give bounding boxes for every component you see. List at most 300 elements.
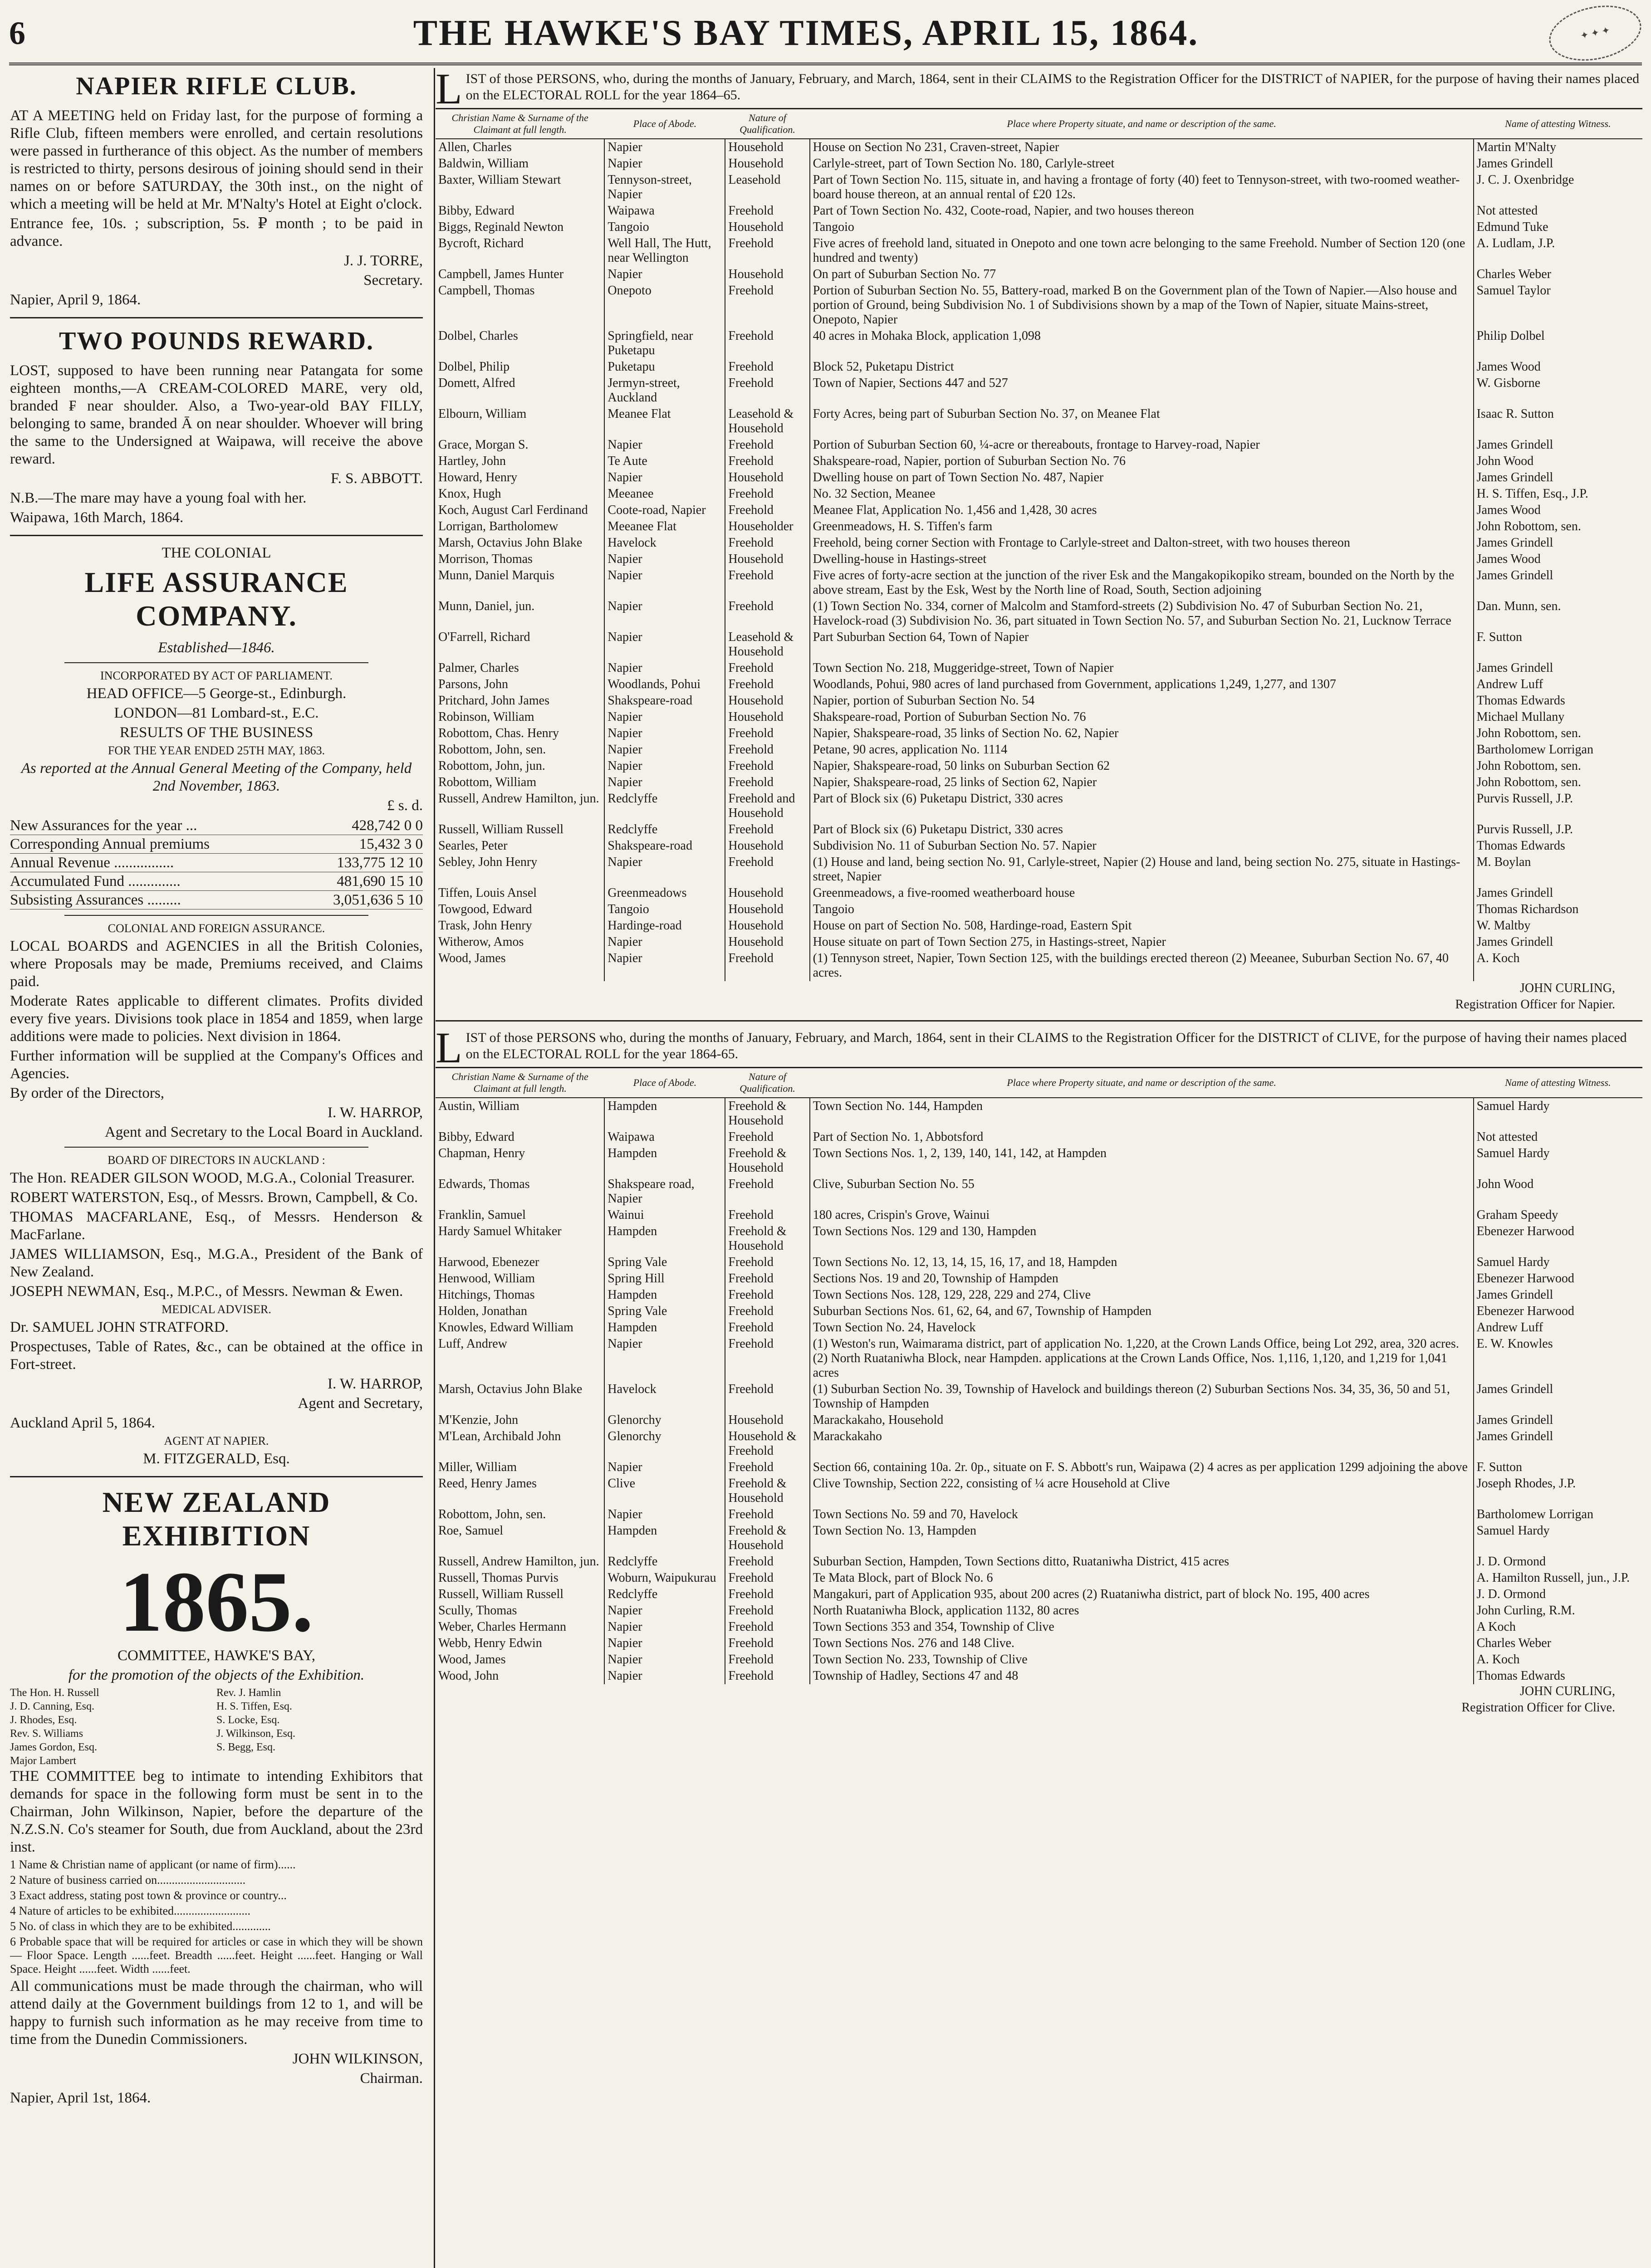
table-cell: Meanee Flat, Application No. 1,456 and 1,428, 30 acres [810,502,1474,518]
table-cell: Freehold [725,1303,809,1320]
table-cell: Napier [604,598,725,629]
financial-row [10,891,423,909]
table-cell: Baldwin, William [438,156,529,171]
table-cell: Clive, Suburban Section No. 55 [810,1176,1474,1207]
table-cell: Napier [604,1459,725,1476]
table-cell: Napier [604,660,725,676]
table-cell: Household [725,934,809,950]
table-row [436,486,1642,502]
table-cell: Te Mata Block, part of Block No. 6 [810,1570,1474,1586]
committee-member: J. Wilkinson, Esq. [216,1728,295,1740]
table-cell: Isaac R. Sutton [1474,406,1642,437]
table-cell: Redclyffe [604,1554,725,1570]
table-row [436,567,1642,598]
napier-claims-table [436,108,1642,981]
table-row [436,203,1642,219]
table-cell: Charles Weber [1474,1635,1642,1652]
table-cell: Springfield, near Puketapu [604,328,725,359]
table-cell: Napier [604,156,725,172]
table-cell: Wainui [604,1207,725,1223]
colonial-further-info: Further information will be supplied at the Company's Offices and Agencies. [10,1048,423,1082]
table-row [436,950,1642,981]
table-cell: Ebenezer Harwood [1474,1271,1642,1287]
table-cell: Freehold [725,1635,809,1652]
table-cell: Hardinge-road [604,918,725,934]
table-cell: Forty Acres, being part of Suburban Section No. 37, on Meanee Flat [810,406,1474,437]
colonial-units: £ s. d. [387,797,423,814]
table-cell: Waipawa [604,203,725,219]
table-cell: Redclyffe [604,1586,725,1603]
table-cell: Town Section No. 233, Township of Clive [810,1652,1474,1668]
rifle-club-notice [10,72,423,309]
table-row [436,172,1642,203]
table-cell: Graham Speedy [1474,1207,1642,1223]
table-cell: Petane, 90 acres, application No. 1114 [810,742,1474,758]
column-header: Christian Name & Surname of the Claimant at full length. [436,109,604,139]
drop-cap: L [436,68,462,113]
table-cell: Freehold [725,1506,809,1523]
table-cell: Roe, Samuel [438,1524,504,1538]
table-cell: James Grindell [1474,469,1642,486]
form-line: 3 Exact address, stating post town & province or country... [10,1889,287,1902]
colonial-incorporated: INCORPORATED BY ACT OF PARLIAMENT. [100,669,333,682]
table-cell: Palmer, Charles [438,661,519,675]
committee-member: H. S. Tiffen, Esq. [216,1701,292,1712]
table-cell: Havelock [604,1381,725,1412]
exhibition-signature: JOHN WILKINSON, [292,2051,423,2067]
table-cell: Freehold & Household [725,1476,809,1506]
form-line: 6 Probable space that will be required for articles or case in which they will be shown — Floor Space. Length ......feet. Breadth ......feet. Height ......feet. Hanging or Wall Space. Height ......feet. Width ......feet. [10,1935,423,1975]
table-cell: James Grindell [1474,1412,1642,1428]
table-cell: Napier, Shakspeare-road, 50 links on Suburban Section 62 [810,758,1474,774]
table-row [436,1459,1642,1476]
table-row [436,629,1642,660]
clive-claims-table [436,1067,1642,1684]
table-cell: Freehold [725,950,809,981]
table-row [436,758,1642,774]
financial-label: Corresponding Annual premiums [10,836,210,852]
financial-value: 428,742 0 0 [352,817,423,834]
clive-electoral-list [436,1023,1642,1715]
table-cell: Leasehold & Household [725,406,809,437]
agent-name: M. FITZGERALD, Esq. [143,1451,290,1467]
table-cell: Napier [604,774,725,791]
table-cell: Tiffen, Louis Ansel [438,886,537,900]
table-cell: Well Hall, The Hutt, near Wellington [604,235,725,266]
table-cell: Russell, Andrew Hamilton, jun. [438,1554,599,1569]
table-cell: Hampden [604,1287,725,1303]
table-cell: Napier [604,1652,725,1668]
table-cell: Napier, Shakspeare-road, 25 links of Section 62, Napier [810,774,1474,791]
table-cell: Napier [604,139,725,156]
table-cell: Shakspeare-road [604,838,725,854]
table-cell: Napier [604,629,725,660]
colonial-prospectus: Prospectuses, Table of Rates, &c., can be obtained at the office in Fort-street. [10,1339,423,1373]
table-cell: Freehold [725,1570,809,1586]
table-cell: Freehold [725,453,809,469]
table-cell: J. C. J. Oxenbridge [1474,172,1642,203]
table-cell: Dwelling-house in Hastings-street [810,551,1474,567]
rifle-club-signature: J. J. TORRE, [344,253,423,269]
committee-member: The Hon. H. Russell [10,1687,99,1699]
colonial-established: Established—1846. [158,640,275,656]
table-cell: Freehold & Household [725,1523,809,1554]
table-cell: Te Aute [604,453,725,469]
table-cell: James Wood [1474,359,1642,375]
financial-row [10,872,423,891]
table-cell: Freehold [725,1207,809,1223]
colonial-by-order: By order of the Directors, [10,1085,164,1101]
drop-cap: L [436,1023,462,1072]
table-cell: Bibby, Edward [438,1130,514,1144]
table-cell: Freehold [725,1176,809,1207]
table-header-row [436,1068,1642,1098]
table-cell: Napier [604,1619,725,1635]
table-cell: Napier [604,950,725,981]
table-cell: Towgood, Edward [438,902,532,916]
table-cell: Puketapu [604,359,725,375]
table-cell: A Koch [1474,1619,1642,1635]
table-cell: Household & Freehold [725,1428,809,1459]
rifle-club-signature-role: Secretary. [363,272,423,288]
table-cell: James Wood [1474,551,1642,567]
colonial-heading: LIFE ASSURANCE COMPANY. [84,566,348,632]
table-cell: Freehold [725,774,809,791]
table-cell: John Wood [1474,453,1642,469]
table-row [436,437,1642,453]
column-header: Place where Property situate, and name or description of the same. [810,1068,1474,1098]
table-cell: Samuel Hardy [1474,1523,1642,1554]
column-header: Place where Property situate, and name or description of the same. [810,109,1474,139]
table-cell: Munn, Daniel, jun. [438,599,535,613]
clive-list-intro [436,1023,1642,1072]
clive-table-body [436,1098,1642,1684]
table-cell: Woodlands, Pohui [604,676,725,693]
table-cell: Jermyn-street, Auckland [604,375,725,406]
divider [436,1020,1642,1022]
masthead [9,4,1642,65]
table-cell: Block 52, Puketapu District [810,359,1474,375]
table-cell: Samuel Taylor [1474,283,1642,328]
table-cell: Hardy Samuel Whitaker [438,1224,562,1238]
table-row [436,219,1642,235]
colonial-results: RESULTS OF THE BUSINESS [119,724,314,741]
table-cell: Napier [604,1336,725,1381]
table-cell: James Grindell [1474,1428,1642,1459]
table-cell: Suburban Section, Hampden, Town Sections ditto, Ruataniwha District, 415 acres [810,1554,1474,1570]
table-row [436,502,1642,518]
table-cell: Freehold [725,1336,809,1381]
column-header: Nature of Qualification. [725,1068,809,1098]
table-cell: Wood, John [438,1669,499,1683]
table-cell: A. Koch [1474,950,1642,981]
table-cell: Luff, Andrew [438,1337,507,1351]
table-row [436,1506,1642,1523]
table-row [436,328,1642,359]
table-cell: Robinson, William [438,710,534,724]
table-cell: Freehold [725,535,809,551]
financial-value: 133,775 12 10 [337,855,423,871]
reward-date: Waipawa, 16th March, 1864. [10,509,184,526]
reward-body: LOST, supposed to have been running near Patangata for some eighteen months,—A CREAM-COLORED MARE, very old, branded ₣ near shoulder. Also, a Two-year-old BAY FILLY, belonging to same, branded Ā on near shoulder. Whoever will bring the same to the Undersigned at Waipawa, will receive the above reward. [10,362,423,467]
table-cell: Part Suburban Section 64, Town of Napier [810,629,1474,660]
table-cell: Part of Block six (6) Puketapu District, 330 acres [810,821,1474,838]
table-cell: Wood, James [438,951,506,965]
table-cell: Household [725,139,809,156]
table-cell: Samuel Hardy [1474,1098,1642,1129]
table-cell: Town Sections Nos. 1, 2, 139, 140, 141, 142, at Hampden [810,1145,1474,1176]
table-row [436,676,1642,693]
table-row [436,821,1642,838]
table-cell: Shakspeare-road, Portion of Suburban Section No. 76 [810,709,1474,725]
table-cell: Tangoio [810,901,1474,918]
table-cell: Samuel Hardy [1474,1254,1642,1271]
table-cell: W. Gisborne [1474,375,1642,406]
table-cell: Freehold & Household [725,1223,809,1254]
table-cell: Napier [604,758,725,774]
table-cell: Town of Napier, Sections 447 and 527 [810,375,1474,406]
table-row [436,1554,1642,1570]
reward-heading: TWO POUNDS REWARD. [59,327,374,355]
table-cell: Robottom, John, sen. [438,1507,546,1521]
table-cell: Household [725,885,809,901]
table-cell: Robottom, John, sen. [438,743,546,757]
table-cell: Dan. Munn, sen. [1474,598,1642,629]
table-cell: Biggs, Reginald Newton [438,220,564,234]
colonial-london: LONDON—81 Lombard-st., E.C. [114,705,319,721]
table-row [436,359,1642,375]
table-cell: Freehold [725,486,809,502]
exhibition-signature-role: Chairman. [360,2070,423,2087]
table-cell: Weber, Charles Hermann [438,1620,566,1634]
table-cell: Tennyson-street, Napier [604,172,725,203]
table-cell: Charles Weber [1474,266,1642,283]
table-cell: Town Sections Nos. 128, 129, 228, 229 and 274, Clive [810,1287,1474,1303]
agent-heading: AGENT AT NAPIER. [164,1434,269,1447]
table-cell: Town Section No. 24, Havelock [810,1320,1474,1336]
table-cell: Freehold [725,742,809,758]
table-cell: Chapman, Henry [438,1146,525,1160]
financial-value: 3,051,636 5 10 [333,892,423,908]
table-row [436,453,1642,469]
board-member: JOSEPH NEWMAN, Esq., M.P.C., of Messrs. Newman & Ewen. [10,1283,403,1300]
table-cell: Subdivision No. 11 of Suburban Section No. 57. Napier [810,838,1474,854]
financial-value: 15,432 3 0 [359,836,423,852]
table-cell: Robottom, John, jun. [438,759,545,773]
table-row [436,156,1642,172]
table-cell: Russell, William Russell [438,822,564,836]
table-cell: Edwards, Thomas [438,1177,530,1191]
table-cell: Householder [725,518,809,535]
table-cell: Shakspeare-road [604,693,725,709]
table-cell: Freehold [725,1271,809,1287]
reward-signature: F. S. ABBOTT. [330,470,423,487]
table-cell: Freehold & Household [725,1145,809,1176]
table-cell: A. Ludlam, J.P. [1474,235,1642,266]
table-row [436,1476,1642,1506]
table-cell: Part of Town Section No. 115, situate in, and having a frontage of forty (40) feet to Tennyson-street, with two-roomed weather-board house thereon, at an annual rental of £20 12s. [810,172,1474,203]
table-cell: (1) Weston's run, Waimarama district, part of application No. 1,220, at the Crown Lands Office, being Lot 292, area, 320 acres. (2) North Ruataniwha Block, near Hampden. applications at the Crown Lands Office, Nos. 1,116, 1,120, and 1,219 for 1,041 acres [810,1336,1474,1381]
board-member: THOMAS MACFARLANE, Esq., of Messrs. Henderson & MacFarlane. [10,1209,423,1243]
table-cell: Napier [604,1506,725,1523]
financial-label: Subsisting Assurances ......... [10,892,181,908]
table-row [436,1303,1642,1320]
table-row [436,1523,1642,1554]
table-row [436,406,1642,437]
table-cell: Freehold [725,1381,809,1412]
table-row [436,1570,1642,1586]
table-row [436,1207,1642,1223]
table-cell: Thomas Edwards [1474,1668,1642,1684]
table-row [436,660,1642,676]
table-cell: James Grindell [1474,934,1642,950]
table-cell: Wood, James [438,1652,506,1667]
table-cell: Marackakaho [810,1428,1474,1459]
colonial-signature: I. W. HARROP, [328,1105,423,1121]
board-heading: BOARD OF DIRECTORS IN AUCKLAND : [108,1154,325,1167]
table-cell: John Wood [1474,1176,1642,1207]
rifle-club-fee: Entrance fee, 10s. ; subscription, 5s. ₽ month ; to be paid in advance. [10,215,423,249]
exhibition-committee: COMMITTEE, HAWKE'S BAY, [118,1647,315,1664]
table-row [436,1603,1642,1619]
column-header: Place of Abode. [604,1068,725,1098]
table-cell: Hampden [604,1223,725,1254]
table-cell: Hampden [604,1320,725,1336]
table-cell: Household [725,266,809,283]
table-cell: Part of Town Section No. 432, Coote-road, Napier, and two houses thereon [810,203,1474,219]
table-cell: Town Sections No. 12, 13, 14, 15, 16, 17, and 18, Hampden [810,1254,1474,1271]
table-cell: James Grindell [1474,1287,1642,1303]
table-cell: Freehold [725,437,809,453]
table-cell: James Grindell [1474,885,1642,901]
table-cell: Robottom, Chas. Henry [438,726,559,740]
table-cell: Ebenezer Harwood [1474,1303,1642,1320]
table-cell: Woodlands, Pohui, 980 acres of land purchased from Government, applications 1,249, 1,277, and 1307 [810,676,1474,693]
table-row [436,838,1642,854]
financial-value: 481,690 15 10 [337,873,423,890]
table-cell: Town Sections 353 and 354, Township of Clive [810,1619,1474,1635]
colonial-foreign-heading: COLONIAL AND FOREIGN ASSURANCE. [108,922,325,935]
table-cell: Napier [604,551,725,567]
table-cell: Freehold and Household [725,791,809,821]
table-cell: Freehold [725,359,809,375]
table-row [436,1635,1642,1652]
table-row [436,235,1642,266]
table-cell: Meeanee [604,486,725,502]
table-cell: Redclyffe [604,821,725,838]
table-cell: Shakspeare-road, Napier, portion of Suburban Section No. 76 [810,453,1474,469]
table-cell: Napier [604,854,725,885]
table-row [436,1176,1642,1207]
table-cell: Greenmeadows [604,885,725,901]
table-cell: Bartholomew Lorrigan [1474,1506,1642,1523]
financial-row [10,854,423,872]
table-row [436,1586,1642,1603]
table-cell: Franklin, Samuel [438,1208,526,1222]
table-cell: Napier [604,742,725,758]
table-cell: Lorrigan, Bartholomew [438,519,558,533]
table-cell: Philip Dolbel [1474,328,1642,359]
committee-member: James Gordon, Esq. [10,1741,97,1753]
table-cell: Russell, Thomas Purvis [438,1571,558,1585]
table-cell: Freehold [725,375,809,406]
exhibition-date: Napier, April 1st, 1864. [10,2090,151,2106]
divider [64,662,368,663]
colonial-moderate-rates: Moderate Rates applicable to different climates. Profits divided every five years. Divisions took place in 1854 and 1859, when large additions were made to policies. Next division in 1864. [10,993,423,1045]
table-cell: James Grindell [1474,660,1642,676]
committee-member: S. Begg, Esq. [216,1741,276,1753]
table-cell: Freehold [725,203,809,219]
table-cell: Five acres of freehold land, situated in Onepoto and one town acre belonging to the same Freehold. Number of Section 120 (one hundred and twenty) [810,235,1474,266]
table-cell: Freehold, being corner Section with Frontage to Carlyle-street and Dalton-street, with two houses thereon [810,535,1474,551]
table-cell: Glenorchy [604,1412,725,1428]
table-cell: O'Farrell, Richard [438,630,530,644]
table-cell: Napier [604,1603,725,1619]
table-cell: James Wood [1474,502,1642,518]
table-row [436,469,1642,486]
table-cell: J. D. Ormond [1474,1554,1642,1570]
napier-signature: JOHN CURLING, [1520,981,1615,995]
table-row [436,1254,1642,1271]
table-cell: Campbell, James Hunter [438,267,564,281]
table-cell: Freehold [725,283,809,328]
column-header: Name of attesting Witness. [1474,1068,1642,1098]
table-cell: Havelock [604,535,725,551]
table-row [436,901,1642,918]
table-cell: Freehold [725,1320,809,1336]
colonial-date: Auckland April 5, 1864. [10,1415,155,1431]
table-cell: Clive [604,1476,725,1506]
board-member: The Hon. READER GILSON WOOD, M.G.A., Colonial Treasurer. [10,1170,415,1186]
table-cell: Town Sections Nos. 129 and 130, Hampden [810,1223,1474,1254]
table-cell: Household [725,156,809,172]
table-cell: Freehold [725,821,809,838]
table-cell: Glenorchy [604,1428,725,1459]
table-cell: Household [725,1412,809,1428]
table-cell: Mangakuri, part of Application 935, about 200 acres (2) Ruataniwha district, part of block No. 195, 400 acres [810,1586,1474,1603]
table-cell: Napier [604,934,725,950]
table-cell: Munn, Daniel Marquis [438,568,554,582]
table-row [436,598,1642,629]
right-column [436,68,1642,2268]
table-cell: Edmund Tuke [1474,219,1642,235]
colonial-life-notice [10,544,423,1468]
table-cell: Household [725,693,809,709]
table-cell: John Robottom, sen. [1474,725,1642,742]
table-cell: Trask, John Henry [438,919,532,933]
colonial-reported: As reported at the Annual General Meeting of the Company, held 2nd November, 1863. [21,760,412,794]
table-cell: Napier [604,725,725,742]
table-row [436,774,1642,791]
table-cell: Scully, Thomas [438,1603,517,1618]
form-line: 4 Nature of articles to be exhibited.......................... [10,1904,250,1917]
table-cell: Andrew Luff [1474,1320,1642,1336]
table-cell: Knox, Hugh [438,487,501,501]
table-cell: Greenmeadows, a five-roomed weatherboard house [810,885,1474,901]
newspaper-title: THE HAWKE'S BAY TIMES, APRIL 15, 1864. [413,13,1199,53]
table-row [436,725,1642,742]
table-cell: Thomas Edwards [1474,693,1642,709]
reward-nb: N.B.—The mare may have a young foal with her. [10,490,307,506]
table-cell: Freehold [725,567,809,598]
table-cell: Andrew Luff [1474,676,1642,693]
table-cell: Freehold [725,1586,809,1603]
table-cell: E. W. Knowles [1474,1336,1642,1381]
board-member: ROBERT WATERSTON, Esq., of Messrs. Brown, Campbell, & Co. [10,1189,418,1206]
table-cell: M. Boylan [1474,854,1642,885]
committee-members [10,1686,423,1768]
table-cell: (1) Suburban Section No. 39, Township of Havelock and buildings thereon (2) Suburban Sections Nos. 34, 35, 36, 50 and 51, Township of Hampden [810,1381,1474,1412]
